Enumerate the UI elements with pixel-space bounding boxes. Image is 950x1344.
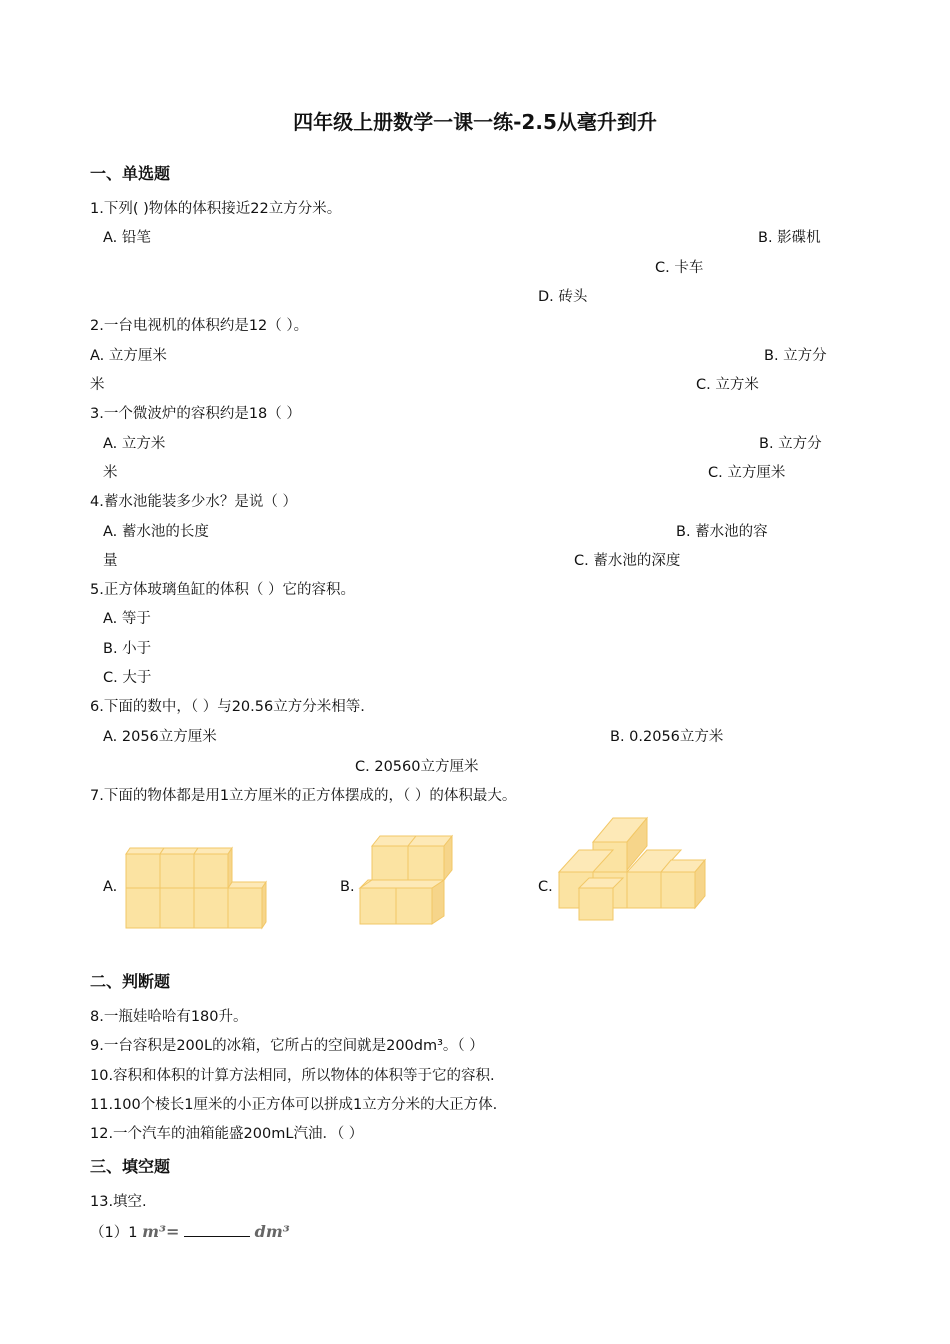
- question-8: 8.一瓶娃哈哈有180升。: [90, 1009, 248, 1025]
- question-3-option-b-wrap: 米: [103, 465, 118, 481]
- question-2-stem: 2.一台电视机的体积约是12（ ）。: [90, 318, 309, 334]
- question-4-option-a[interactable]: A. 蓄水池的长度: [103, 524, 209, 540]
- question-1-option-b[interactable]: B. 影碟机: [758, 230, 821, 246]
- question-4-option-c[interactable]: C. 蓄水池的深度: [574, 553, 681, 569]
- question-7-option-b[interactable]: B.: [340, 879, 355, 895]
- question-13-item-1: [90, 1222, 290, 1242]
- answer-blank[interactable]: [184, 1222, 250, 1237]
- cube-figure-c: [555, 812, 710, 924]
- question-5-option-c[interactable]: C. 大于: [103, 670, 152, 686]
- unit-cubic-meter: m³=: [142, 1222, 180, 1241]
- question-3-option-a[interactable]: A. 立方米: [103, 436, 166, 452]
- question-2-option-a[interactable]: A. 立方厘米: [90, 348, 167, 364]
- question-3-option-b[interactable]: B. 立方分: [759, 436, 822, 452]
- question-7-stem: 7.下面的物体都是用1立方厘米的正方体摆成的，（ ）的体积最大。: [90, 788, 517, 804]
- question-7-option-a[interactable]: A.: [103, 879, 118, 895]
- question-7-option-c[interactable]: C.: [538, 879, 553, 895]
- question-9: 9.一台容积是200L的冰箱，它所占的空间就是200dm³。（ ）: [90, 1038, 484, 1054]
- question-12: 12.一个汽车的油箱能盛200mL汽油．（ ）: [90, 1126, 364, 1142]
- question-2-option-b[interactable]: B. 立方分: [764, 348, 827, 364]
- page-title: 四年级上册数学一课一练-2.5从毫升到升: [293, 110, 657, 134]
- question-5-option-a[interactable]: A. 等于: [103, 611, 151, 627]
- item-1-prefix: （1）1: [90, 1225, 138, 1241]
- question-2-option-b-wrap: 米: [90, 377, 105, 393]
- question-10: 10.容积和体积的计算方法相同，所以物体的体积等于它的容积.: [90, 1068, 495, 1084]
- cube-figure-a: [122, 846, 267, 932]
- question-1-stem: 1.下列( )物体的体积接近22立方分米。: [90, 201, 342, 217]
- question-6-stem: 6.下面的数中，（ ）与20.56立方分米相等.: [90, 699, 365, 715]
- question-13-stem: 13.填空.: [90, 1194, 147, 1210]
- section-heading-single-choice: 一、单选题: [90, 164, 171, 183]
- question-1-option-a[interactable]: A. 铅笔: [103, 230, 151, 246]
- question-4-stem: 4.蓄水池能装多少水？是说（ ）: [90, 494, 297, 510]
- question-3-stem: 3.一个微波炉的容积约是18（ ）: [90, 406, 301, 422]
- question-6-option-c[interactable]: C. 20560立方厘米: [355, 759, 479, 775]
- question-1-option-d[interactable]: D. 砖头: [538, 289, 588, 305]
- question-3-option-c[interactable]: C. 立方厘米: [708, 465, 786, 481]
- question-5-option-b[interactable]: B. 小于: [103, 641, 152, 657]
- unit-cubic-decimeter: dm³: [254, 1222, 290, 1241]
- question-5-stem: 5.正方体玻璃鱼缸的体积（ ）它的容积。: [90, 582, 355, 598]
- question-4-option-b-wrap: 量: [103, 553, 118, 569]
- question-4-option-b[interactable]: B. 蓄水池的容: [676, 524, 768, 540]
- question-6-option-a[interactable]: A. 2056立方厘米: [103, 729, 217, 745]
- question-1-option-c[interactable]: C. 卡车: [655, 260, 704, 276]
- section-heading-true-false: 二、判断题: [90, 972, 171, 991]
- question-2-option-c[interactable]: C. 立方米: [696, 377, 759, 393]
- question-6-option-b[interactable]: B. 0.2056立方米: [610, 729, 724, 745]
- section-heading-fill-in: 三、填空题: [90, 1157, 171, 1176]
- question-11: 11.100个棱长1厘米的小正方体可以拼成1立方分米的大正方体.: [90, 1097, 498, 1113]
- cube-figure-b: [358, 832, 458, 928]
